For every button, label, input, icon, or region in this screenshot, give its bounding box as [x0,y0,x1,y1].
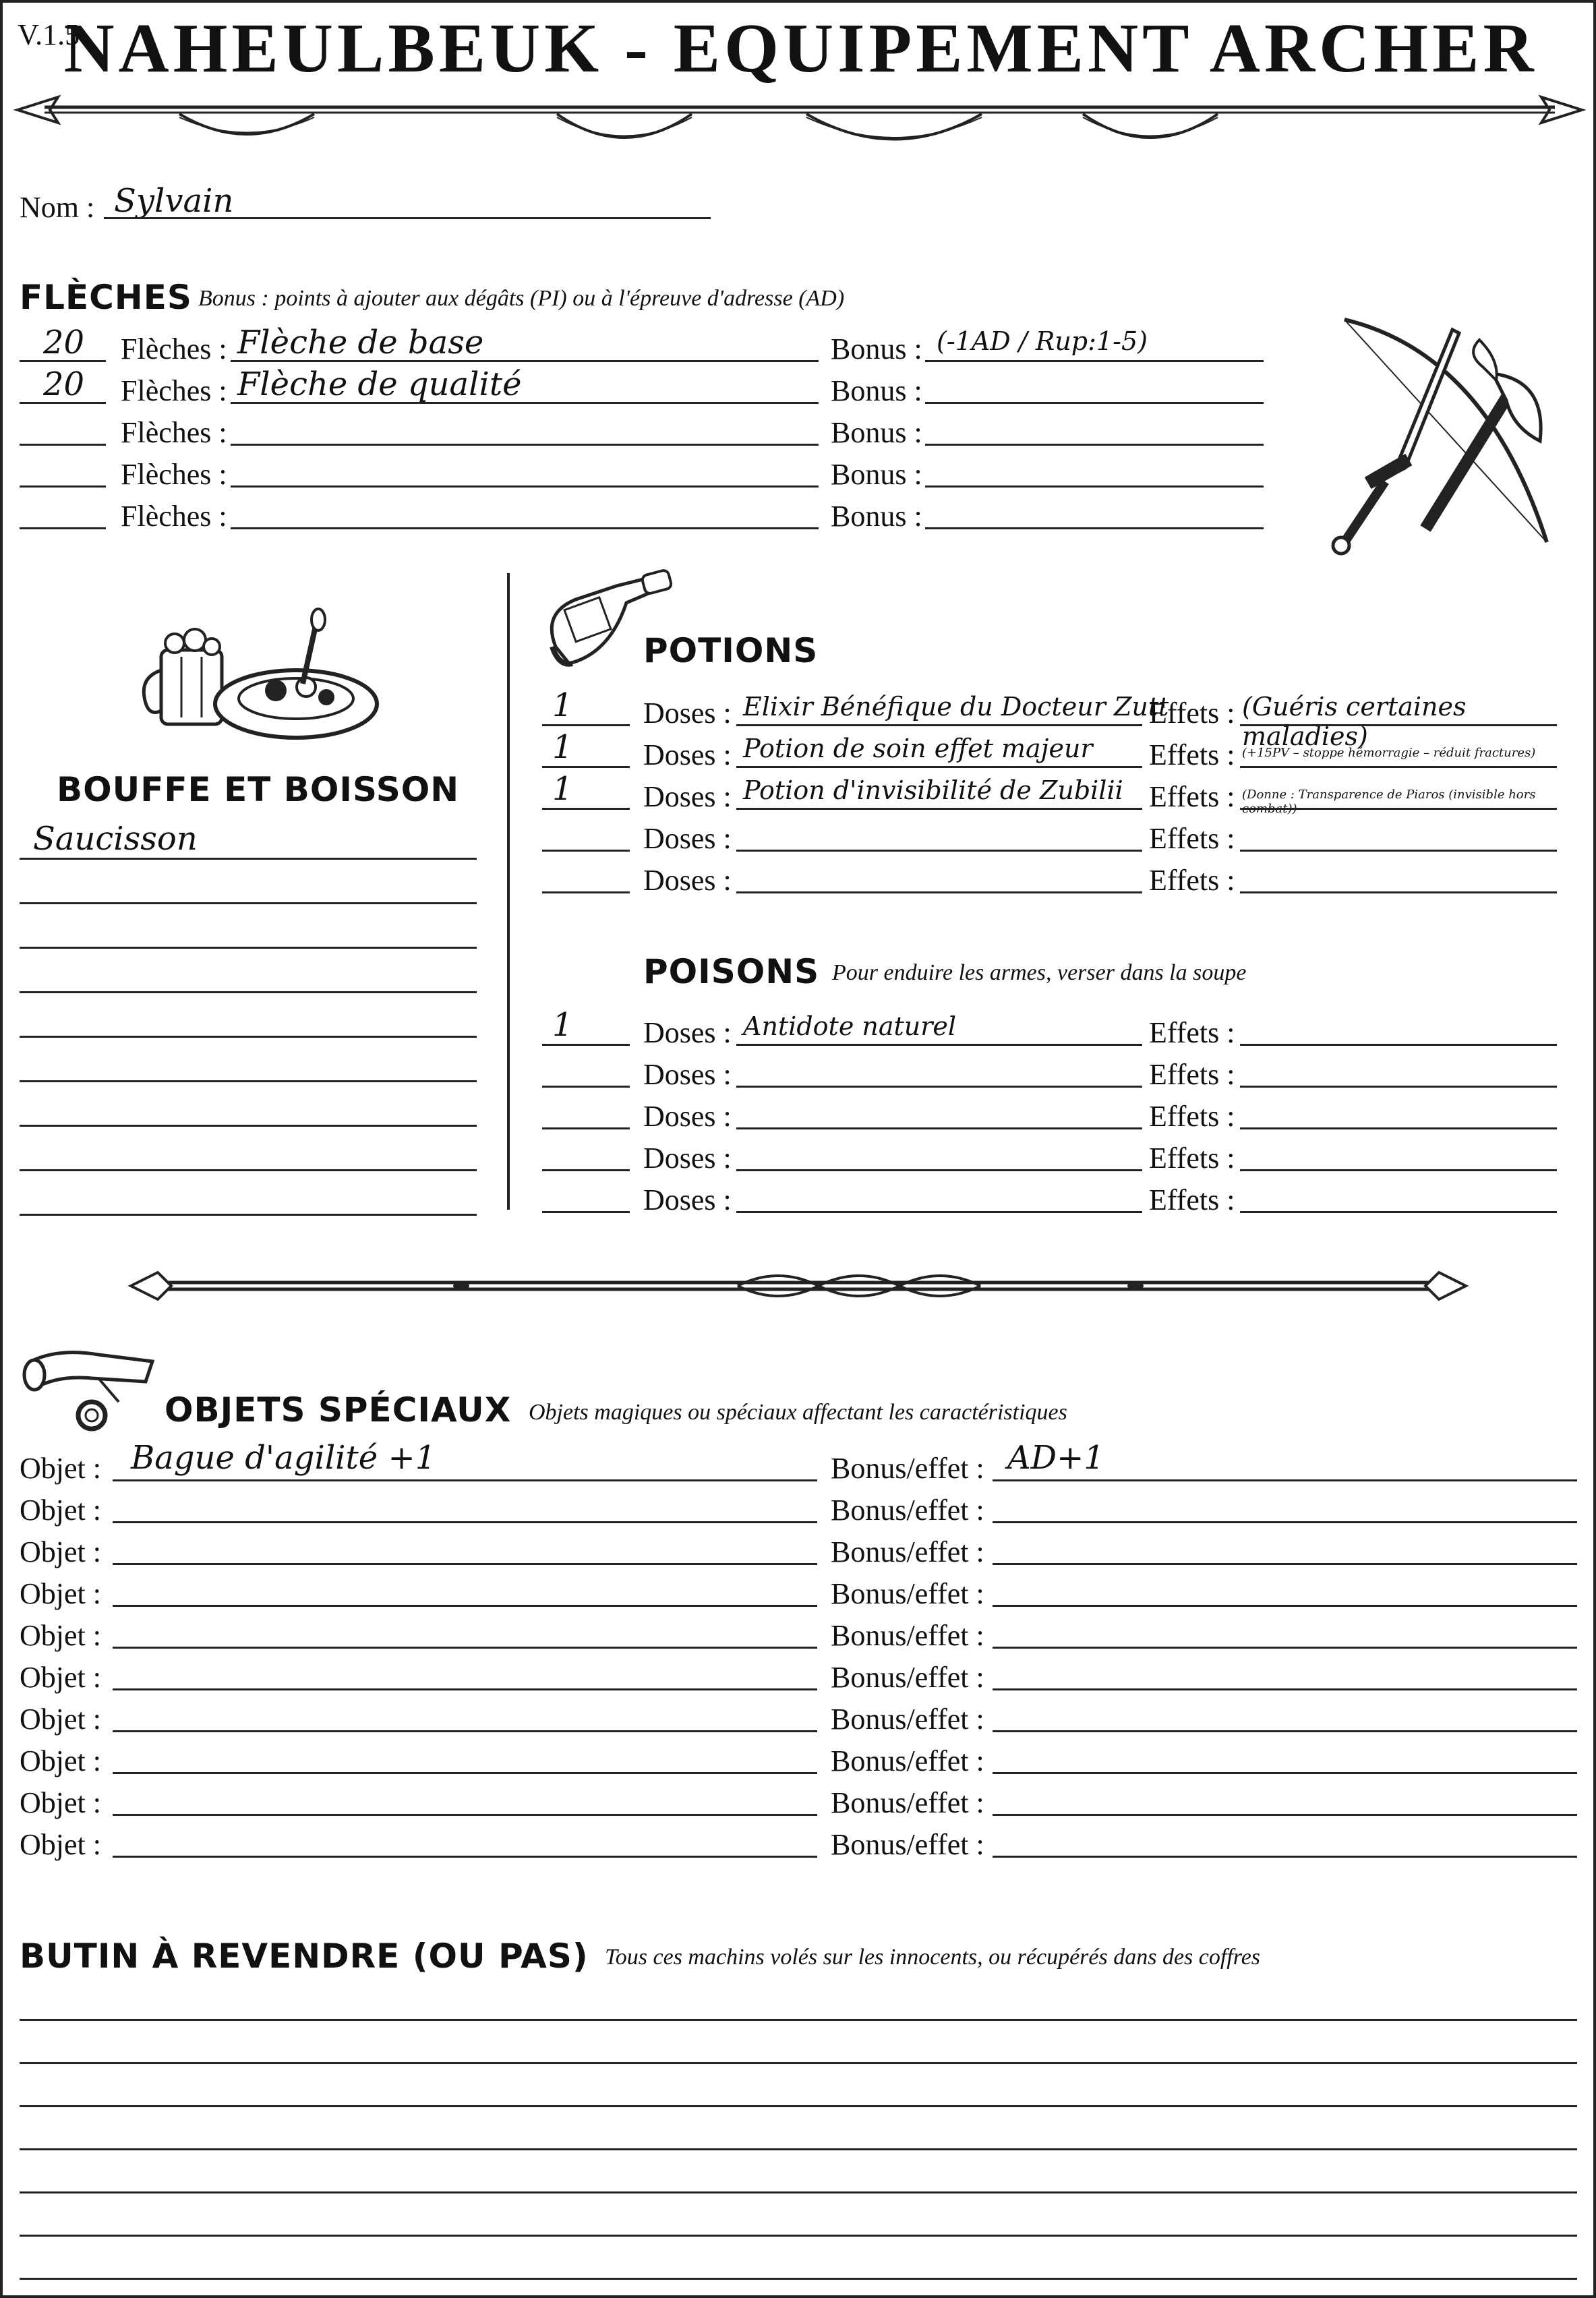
poisons-effets-label: Effets : [1149,1183,1235,1216]
potions-name-line [736,766,1142,768]
fleche-qty-line [20,527,106,529]
potions-title: POTIONS [643,631,819,670]
butin-line [20,2019,1577,2021]
poisons-name-line [736,1086,1142,1088]
spear-divider-icon [18,90,1582,151]
objets-subtitle: Objets magiques ou spéciaux affectant les caractéristiques [529,1400,1067,1425]
food-mug-plate-icon [141,610,384,744]
potions-effet-line [1240,808,1557,810]
version-label: V.1.5 [18,18,80,51]
objet-label: Objet : [20,1452,101,1485]
poisons-effets-label: Effets : [1149,1100,1235,1133]
objet-name-line [113,1605,817,1607]
fleche-name-line [231,360,819,362]
objet-bonus-line [993,1772,1577,1774]
objet-bonus-line [993,1521,1577,1523]
bouffe-line [20,947,477,949]
objet-label: Objet : [20,1828,101,1861]
objet-bonus[interactable]: AD+1 [1007,1439,1104,1477]
objet-bonus-label: Bonus/effet : [831,1744,984,1777]
fleches-subtitle: Bonus : points à ajouter aux dégâts (PI) ou à l'épreuve d'adresse (AD) [198,286,845,311]
fleche-qty-line [20,402,106,404]
fleche-label: Flèches : [121,458,227,491]
fleche-label: Flèches : [121,332,227,365]
poisons-doses-label: Doses : [643,1142,732,1175]
bouffe-line [20,1080,477,1082]
fleche-name-line [231,444,819,446]
objet-bonus-line [993,1730,1577,1732]
objet-label: Objet : [20,1535,101,1568]
potions-qty-line [542,724,630,726]
column-divider [507,573,510,1210]
objet-bonus-line [993,1605,1577,1607]
objet-bonus-line [993,1647,1577,1649]
poisons-qty-line [542,1169,630,1171]
poisons-effets-label: Effets : [1149,1058,1235,1091]
objets-title: OBJETS SPÉCIAUX [165,1390,512,1430]
bouffe-title: BOUFFE ET BOISSON [57,770,460,809]
poisons-qty-line [542,1086,630,1088]
objet-name-line [113,1479,817,1481]
objet-bonus-label: Bonus/effet : [831,1452,984,1485]
fleche-label: Flèches : [121,416,227,449]
butin-line [20,2191,1577,2193]
potions-effet-line [1240,850,1557,852]
potions-effet[interactable]: (Donne : Transparence de Piaros (invisible hors combat)) [1242,788,1536,816]
objet-bonus-label: Bonus/effet : [831,1577,984,1610]
objet-bonus-label: Bonus/effet : [831,1619,984,1652]
poisons-effets-label: Effets : [1149,1016,1235,1049]
poisons-doses-label: Doses : [643,1016,732,1049]
fleche-bonus-label: Bonus : [831,374,922,407]
objet-label: Objet : [20,1661,101,1694]
potions-name-line [736,724,1142,726]
potions-effets-label: Effets : [1149,780,1235,813]
objet-name-line [113,1688,817,1690]
fleche-label: Flèches : [121,374,227,407]
nom-value[interactable]: Sylvain [114,182,234,220]
potions-qty-line [542,850,630,852]
poisons-name-line [736,1169,1142,1171]
fleche-bonus-label: Bonus : [831,416,922,449]
fleche-bonus-line [925,444,1264,446]
potions-qty-line [542,766,630,768]
fleche-bonus[interactable]: (-1AD / Rup:1-5) [937,326,1148,356]
objet-name-line [113,1521,817,1523]
poisons-effet-line [1240,1127,1557,1129]
objet-bonus-label: Bonus/effet : [831,1703,984,1736]
fleche-bonus-line [925,360,1264,362]
fleche-qty[interactable]: 20 [43,324,85,361]
fleche-bonus-line [925,485,1264,488]
objet-label: Objet : [20,1786,101,1819]
fleche-name[interactable]: Flèche de qualité [237,365,522,403]
bouffe-line [20,1125,477,1127]
poisons-effet-line [1240,1044,1557,1046]
butin-title: BUTIN À REVENDRE (OU PAS) [20,1937,589,1976]
fleche-name[interactable]: Flèche de base [237,324,484,361]
potions-effets-label: Effets : [1149,697,1235,730]
potions-qty-line [542,891,630,893]
objet-label: Objet : [20,1619,101,1652]
potions-name-line [736,850,1142,852]
poisons-qty-line [542,1127,630,1129]
potions-doses-label: Doses : [643,697,732,730]
poisons-subtitle: Pour enduire les armes, verser dans la soupe [832,960,1247,985]
poisons-doses-label: Doses : [643,1183,732,1216]
objet-bonus-line [993,1563,1577,1565]
objet-name-line [113,1563,817,1565]
potions-doses-label: Doses : [643,864,732,897]
poisons-qty[interactable]: 1 [552,1006,573,1044]
poisons-doses-label: Doses : [643,1058,732,1091]
potions-effets-label: Effets : [1149,822,1235,855]
objet-name-line [113,1730,817,1732]
staff-divider-icon [131,1262,1466,1309]
objet-label: Objet : [20,1744,101,1777]
objet-bonus-label: Bonus/effet : [831,1828,984,1861]
potions-name-line [736,808,1142,810]
potions-name[interactable]: Potion de soin effet majeur [743,734,1093,763]
fleche-bonus-line [925,402,1264,404]
potions-effet-line [1240,724,1557,726]
fleche-bonus-label: Bonus : [831,500,922,533]
poisons-doses-label: Doses : [643,1100,732,1133]
nom-underline [104,217,711,219]
bouffe-line [20,902,477,904]
poisons-title: POISONS [643,952,820,991]
bouffe-line [20,1169,477,1171]
butin-line [20,2062,1577,2064]
fleche-bonus-label: Bonus : [831,332,922,365]
bouffe-item[interactable]: Saucisson [33,820,198,858]
objet-bonus-line [993,1856,1577,1858]
poisons-effet-line [1240,1169,1557,1171]
fleche-qty-line [20,360,106,362]
potions-effet[interactable]: (Guéris certaines maladies) [1242,692,1467,751]
objet-bonus-line [993,1814,1577,1816]
objet-name-line [113,1647,817,1649]
butin-line [20,2278,1577,2280]
objet-name-line [113,1856,817,1858]
fleche-bonus-label: Bonus : [831,458,922,491]
fleche-bonus-line [925,527,1264,529]
potions-effet-line [1240,891,1557,893]
poisons-effet-line [1240,1211,1557,1213]
fleche-name-line [231,485,819,488]
bouffe-line [20,991,477,993]
potions-effets-label: Effets : [1149,738,1235,771]
potions-qty[interactable]: 1 [552,686,573,724]
potions-qty[interactable]: 1 [552,728,573,766]
butin-line [20,2105,1577,2107]
poisons-effets-label: Effets : [1149,1142,1235,1175]
page-title: NAHEULBEUK - EQUIPEMENT ARCHER [63,9,1538,87]
scroll-ring-icon [18,1341,159,1436]
potions-name-line [736,891,1142,893]
fleche-qty[interactable]: 20 [43,365,85,403]
objet-label: Objet : [20,1577,101,1610]
potions-doses-label: Doses : [643,738,732,771]
objet-name-line [113,1814,817,1816]
fleche-label: Flèches : [121,500,227,533]
poisons-name-line [736,1211,1142,1213]
fleche-name-line [231,527,819,529]
potions-qty[interactable]: 1 [552,770,573,808]
crossed-bow-sword-axe-icon [1324,313,1574,556]
objet-bonus-label: Bonus/effet : [831,1786,984,1819]
fleche-qty-line [20,444,106,446]
potions-effet[interactable]: (+15PV – stoppe hémorragie – réduit fractures) [1242,746,1536,760]
objet-bonus-label: Bonus/effet : [831,1661,984,1694]
potions-qty-line [542,808,630,810]
objet-label: Objet : [20,1703,101,1736]
poisons-qty-line [542,1211,630,1213]
poisons-name-line [736,1127,1142,1129]
fleches-title: FLÈCHES [20,278,192,317]
fleche-name-line [231,402,819,404]
fleche-qty-line [20,485,106,488]
potions-effet-line [1240,766,1557,768]
objet-name-line [113,1772,817,1774]
objet-label: Objet : [20,1494,101,1527]
poisons-name-line [736,1044,1142,1046]
potions-effets-label: Effets : [1149,864,1235,897]
objet-bonus-label: Bonus/effet : [831,1535,984,1568]
poisons-name[interactable]: Antidote naturel [743,1011,957,1041]
butin-subtitle: Tous ces machins volés sur les innocents, ou récupérés dans des coffres [605,1945,1261,1970]
objet-name[interactable]: Bague d'agilité +1 [131,1439,436,1477]
objet-bonus-label: Bonus/effet : [831,1494,984,1527]
potions-name[interactable]: Potion d'invisibilité de Zubilii [743,775,1123,805]
butin-line [20,2235,1577,2237]
potions-doses-label: Doses : [643,780,732,813]
potions-name[interactable]: Elixir Bénéfique du Docteur Zutt [743,692,1169,721]
butin-line [20,2148,1577,2150]
bouffe-line [20,858,477,860]
potions-doses-label: Doses : [643,822,732,855]
bouffe-line [20,1036,477,1038]
poisons-effet-line [1240,1086,1557,1088]
nom-label: Nom : [20,191,95,224]
poisons-qty-line [542,1044,630,1046]
objet-bonus-line [993,1479,1577,1481]
bouffe-line [20,1214,477,1216]
objet-bonus-line [993,1688,1577,1690]
